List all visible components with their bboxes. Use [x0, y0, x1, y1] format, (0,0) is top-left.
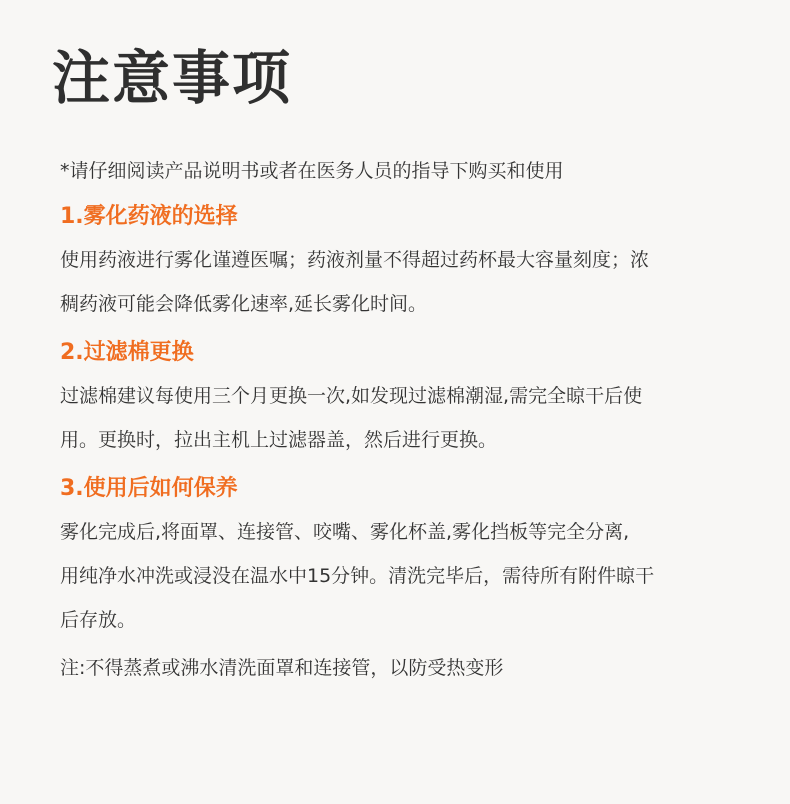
section-heading-filter-replacement: 2.过滤棉更换 [60, 340, 194, 365]
paragraph-line: 过滤棉建议每使用三个月更换一次,如发现过滤棉潮湿,需完全晾干后使 [60, 385, 643, 407]
section-heading-liquid-selection: 1.雾化药液的选择 [60, 204, 238, 229]
section-text-liquid-selection [60, 238, 722, 326]
intro-note: *请仔细阅读产品说明书或者在医务人员的指导下购买和使用 [60, 160, 564, 182]
paragraph-line: 用纯净水冲洗或浸没在温水中15分钟。清洗完毕后，需待所有附件晾干 [60, 565, 655, 587]
page-title: 注意事项 [52, 44, 293, 112]
paragraph-line: 用。更换时，拉出主机上过滤器盖，然后进行更换。 [60, 429, 498, 451]
paragraph-line: 雾化完成后,将面罩、连接管、咬嘴、雾化杯盖,雾化挡板等完全分离, [60, 521, 630, 543]
paragraph-line: 稠药液可能会降低雾化速率,延长雾化时间。 [60, 293, 428, 315]
section-heading-maintenance: 3.使用后如何保养 [60, 476, 238, 501]
section-text-maintenance [60, 510, 722, 642]
warning-note: 注:不得蒸煮或沸水清洗面罩和连接管，以防受热变形 [60, 657, 504, 679]
paragraph-line: 后存放。 [60, 609, 137, 631]
paragraph-line: 使用药液进行雾化谨遵医嘱；药液剂量不得超过药杯最大容量刻度；浓 [60, 249, 650, 271]
section-text-filter-replacement [60, 374, 722, 462]
